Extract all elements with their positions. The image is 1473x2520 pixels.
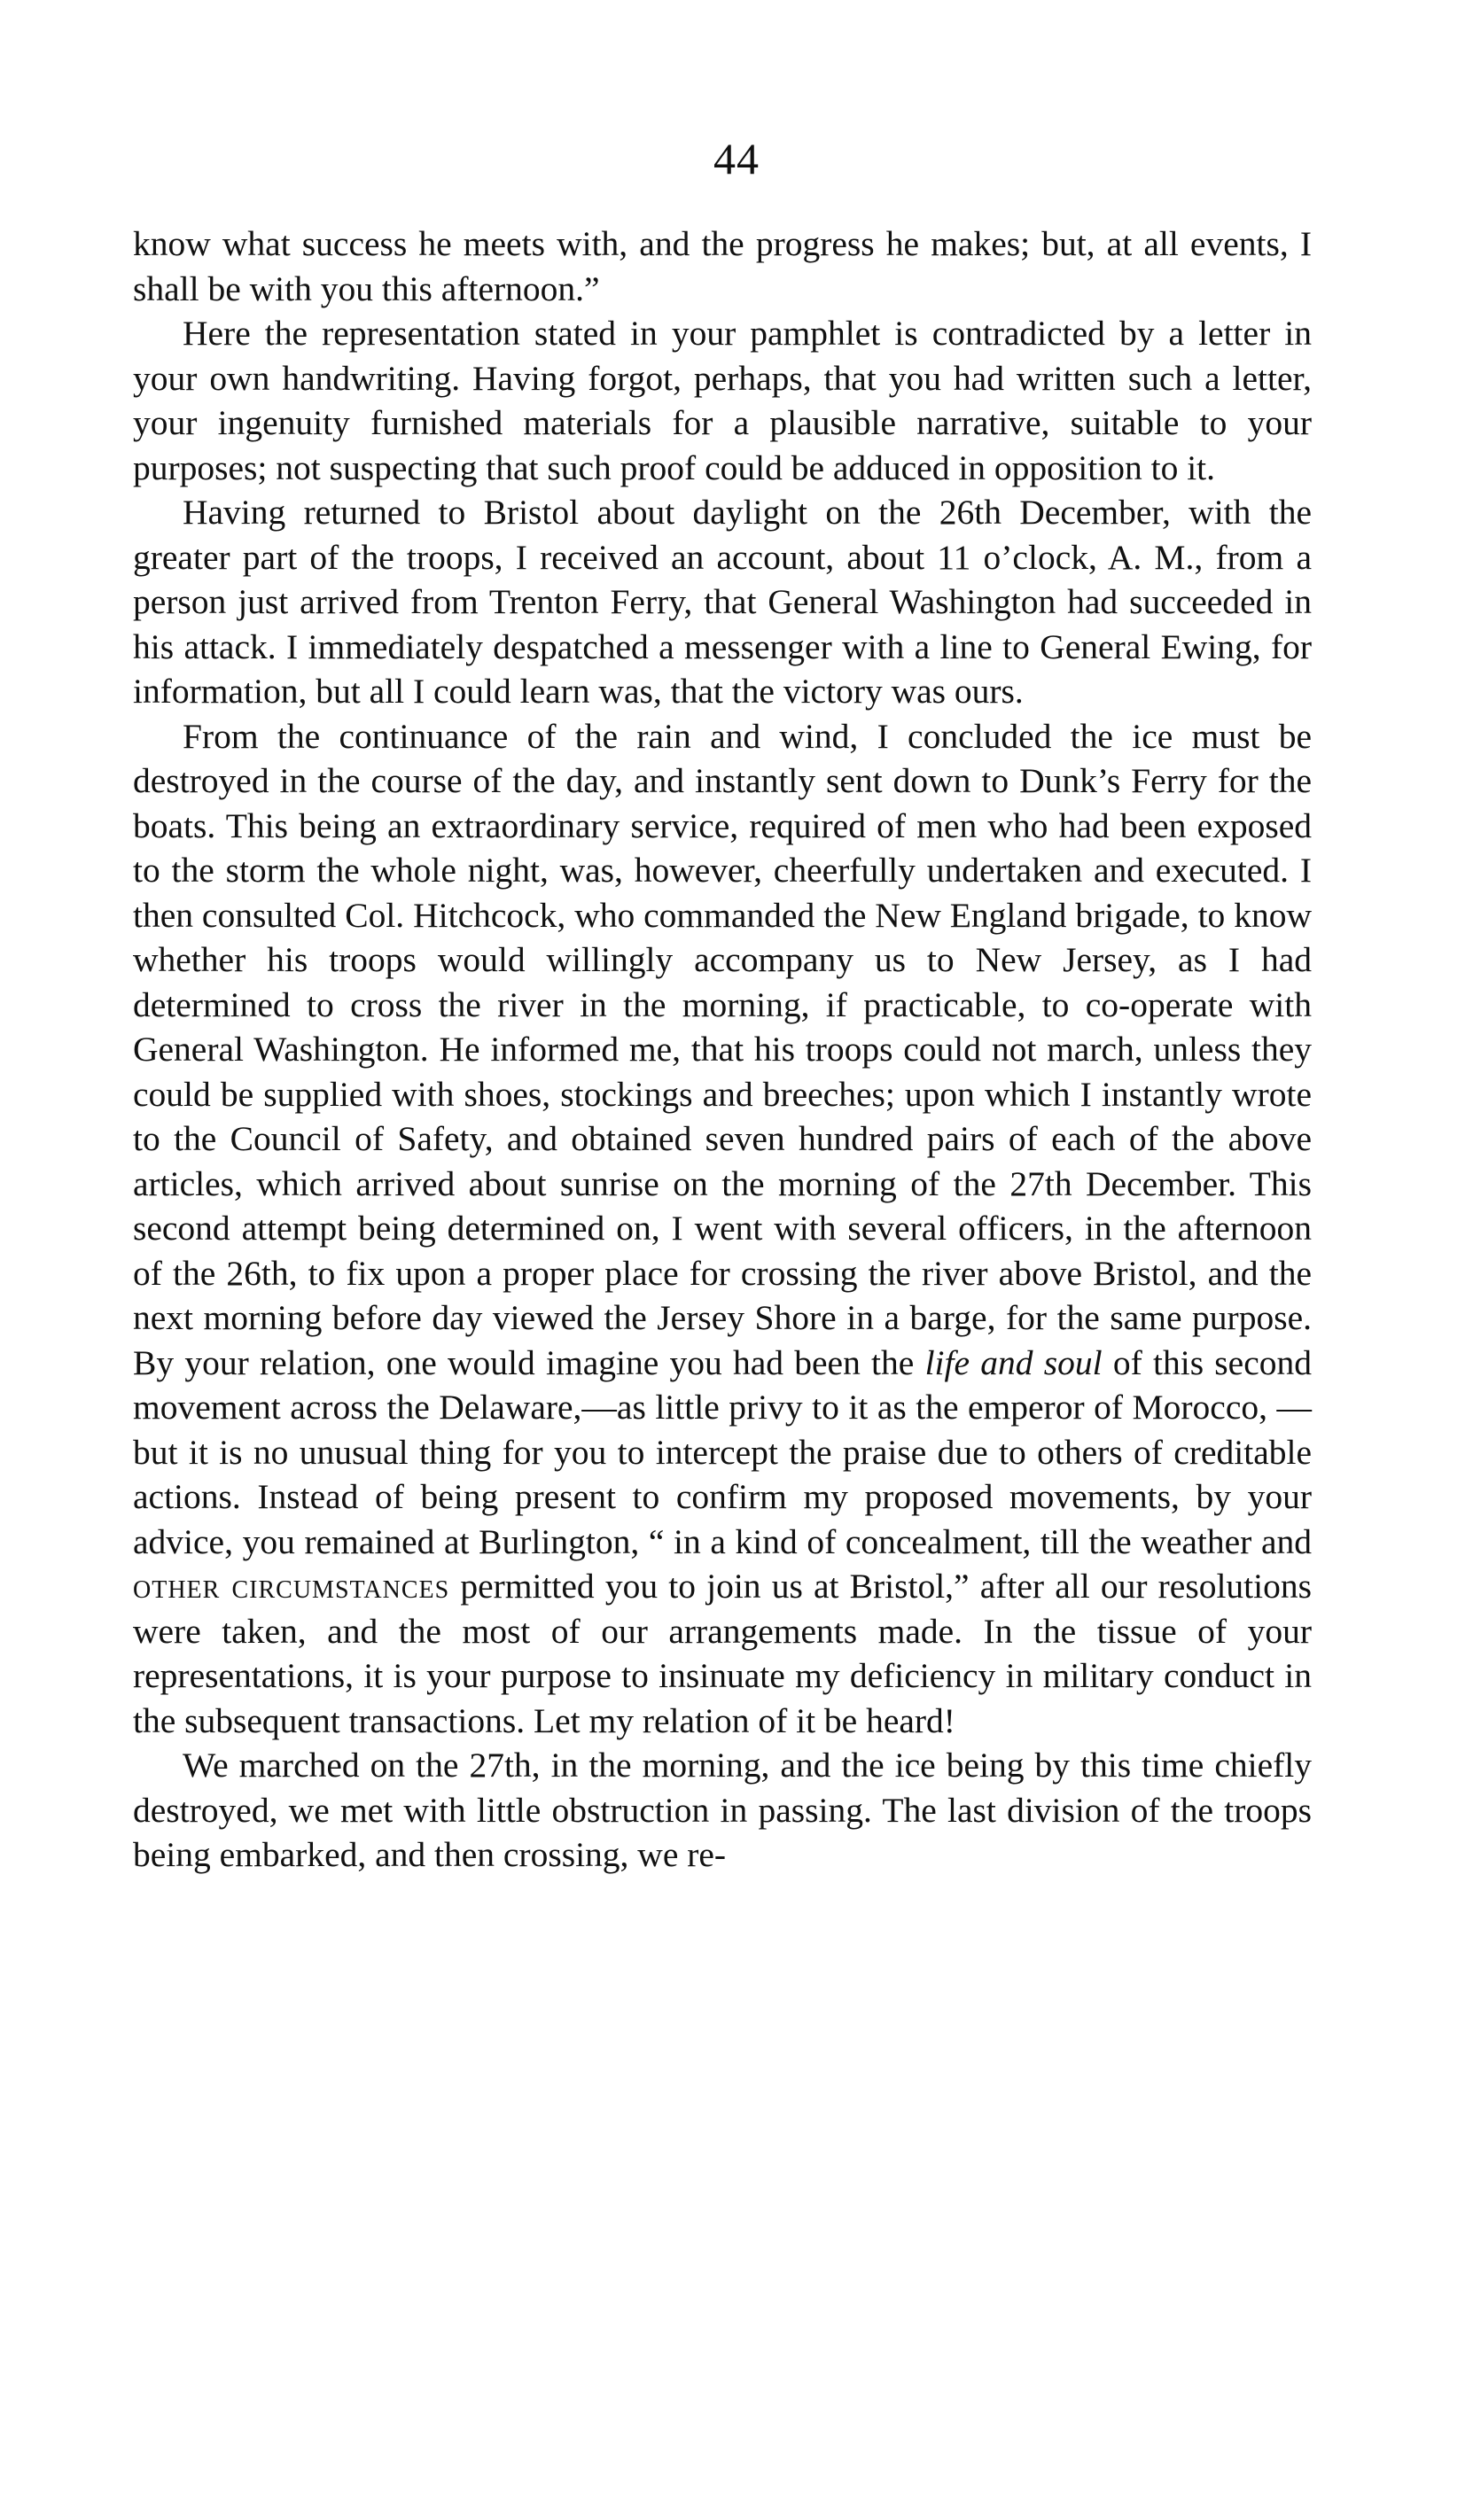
text-segment: From the continuance of the rain and wind, I concluded the ice must be destroyed in the course of the day, and instantly sent down to Dunk’s Ferry for the boats. This being an extraordinary service, required of men who had been exposed to the storm the whole night, was, however, cheerfully undertaken and executed. I then consulted Col. Hitchcock, who commanded the New England brigade, to know whether his troops would willingly accompany us to New Jersey, as I had determined to cross the river in the morning, if practicable, to co-operate with General Washington. He informed me, that his troops could not march, unless they could be supplied with shoes, stockings and breeches; upon which I instantly wrote to the Council of Safety, and obtained seven hundred pairs of each of the above articles, which arrived about sunrise on the morning of the 27th December. This second attempt being determined on, I went with several officers, in the afternoon of the 26th, to fix upon a proper place for crossing the river above Bristol, and the next morning before day viewed the Jersey Shore in a barge, for the same purpose. By your relation, one would imagine you had been the — [133, 716, 1312, 1382]
paragraph — [133, 311, 1312, 490]
text-segment: Here the representation stated in your pamphlet is contradicted by a letter in your own handwriting. Having forgot, perhaps, that you had written such a letter, your ingenuity furnished materials for a plausible narrative, suitable to your purposes; not suspecting that such proof could be adduced in opposition to it. — [133, 314, 1312, 487]
text-segment: Having returned to Bristol about daylight on the 26th December, with the greater part of the troops, I received an account, about 11 o’clock, A. M., from a person just arrived from Trenton Ferry, that General Washington had succeeded in his attack. I immediately despatched a messenger with a line to General Ewing, for information, but all I could learn was, that the victory was ours. — [133, 493, 1312, 711]
paragraph — [133, 1743, 1312, 1878]
text-segment: know what success he meets with, and the progress he makes; but, at all events, I shall be with you this afternoon.” — [133, 224, 1312, 308]
paragraph — [133, 222, 1312, 311]
paragraph — [133, 490, 1312, 714]
paragraph — [133, 714, 1312, 1744]
body-text — [133, 222, 1312, 1878]
text-segment: of this second movement across the Delaware,—as little privy to it as the emperor of Morocco, —but it is no unusual thing for you to intercept the praise due to others of creditable actions. Instead of being present to confirm my proposed movements, by your advice, you remained at Burlington, “ in a kind of concealment, till the weather and — [133, 1342, 1312, 1561]
text-segment: permitted you to join us at Bristol,” after all our resolutions were taken, and the most of our arrangements made. In the tissue of your representations, it is your purpose to insinuate my deficiency in military conduct in the subsequent transactions. Let my relation of it be heard! — [133, 1567, 1312, 1740]
text-segment: We marched on the 27th, in the morning, and the ice being by this time chiefly destroyed, we met with little obstruction in passing. The last division of the troops being embarked, and then crossing, we re- — [133, 1746, 1312, 1874]
page-number: 44 — [713, 134, 760, 183]
small-caps-text: other circumstances — [133, 1567, 450, 1606]
italic-text: life and soul — [924, 1342, 1103, 1382]
